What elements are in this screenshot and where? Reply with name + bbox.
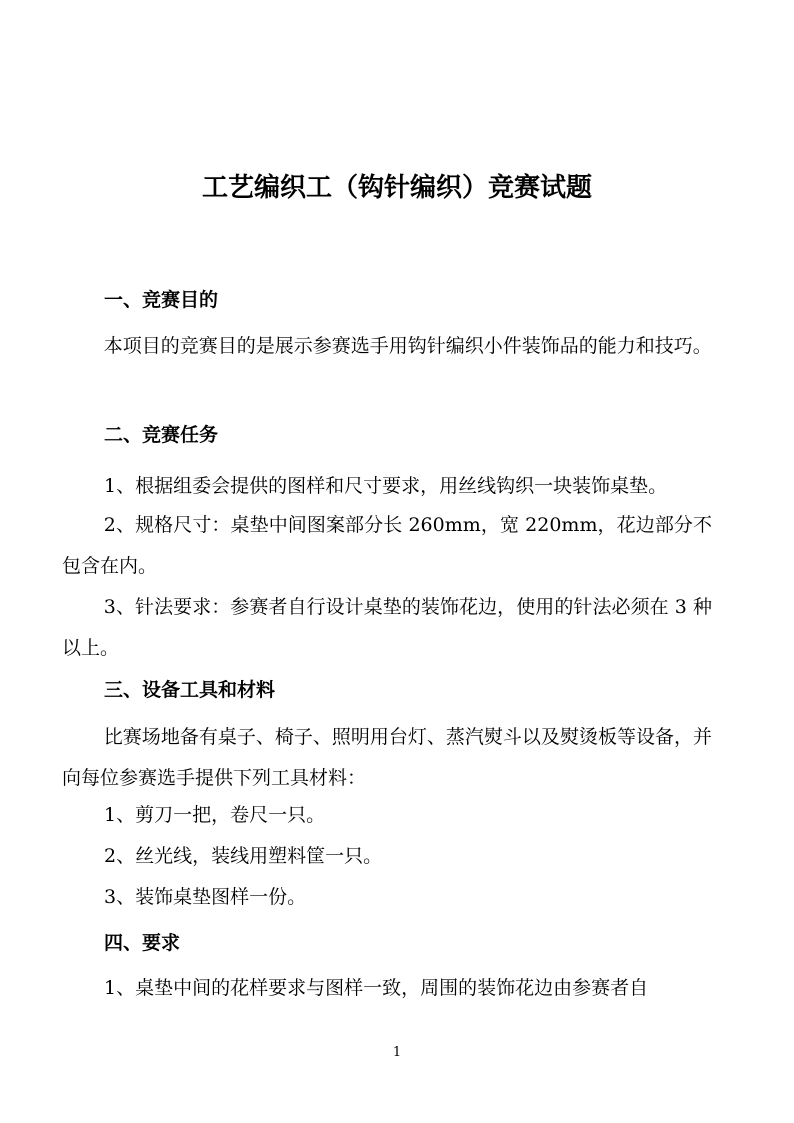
paragraph-requirement-1: 1、桌垫中间的花样要求与图样一致，周围的装饰花边由参赛者自 (104, 977, 649, 999)
paragraph-task-2: 2、规格尺寸：桌垫中间图案部分长 260mm，宽 220mm，花边部分不包含在内。 (62, 514, 712, 577)
list-item-tool-2: 2、丝光线，装线用塑料筐一只。 (104, 845, 383, 867)
paragraph-task-3: 3、针法要求：参赛者自行设计桌垫的装饰花边，使用的针法必须在 3 种以上。 (62, 596, 712, 659)
section-heading-purpose: 一、竞赛目的 (104, 289, 219, 311)
paragraph-equipment: 比赛场地备有桌子、椅子、照明用台灯、蒸汽熨斗以及熨烫板等设备，并向每位参赛选手提供下列工具材料： (62, 726, 712, 789)
page-number: 1 (392, 1045, 402, 1060)
paragraph-purpose: 本项目的竞赛目的是展示参赛选手用钩针编织小件装饰品的能力和技巧。 (103, 335, 712, 357)
list-item-tool-3: 3、装饰桌垫图样一份。 (104, 886, 307, 908)
section-heading-equipment: 三、设备工具和材料 (104, 679, 276, 701)
page-title: 工艺编织工（钩针编织）竞赛试题 (201, 173, 592, 203)
section-heading-tasks: 二、竞赛任务 (104, 424, 219, 446)
list-item-tool-1: 1、剪刀一把，卷尺一只。 (104, 804, 326, 826)
section-heading-requirements: 四、要求 (104, 932, 181, 954)
paragraph-task-1: 1、根据组委会提供的图样和尺寸要求，用丝线钩织一块装饰桌垫。 (104, 475, 668, 497)
